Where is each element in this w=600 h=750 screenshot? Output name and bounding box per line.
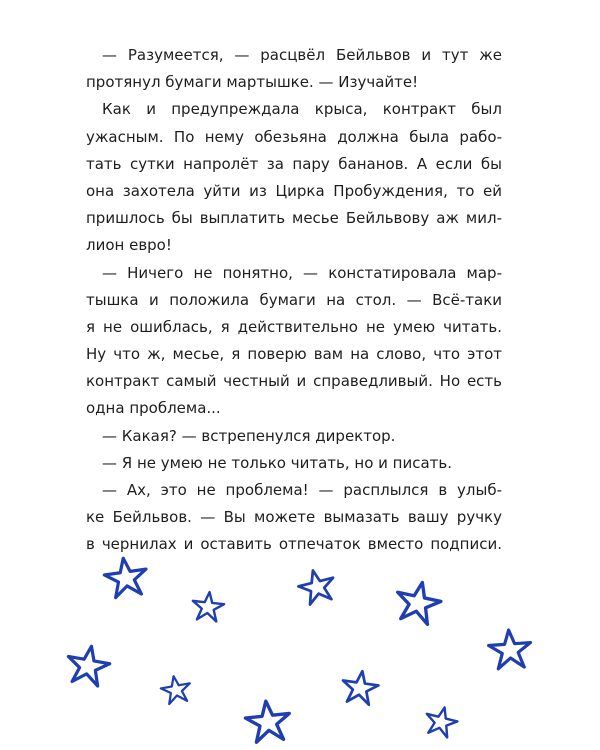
star-icon: [340, 669, 380, 706]
text-line: протянул бумаги мартышке. — Изучайте!: [86, 73, 419, 92]
text-line: в чернилах и оставить отпечаток вместо подписи.: [86, 535, 502, 554]
text-line: — Разумеется, — расцвёл Бейльвов и тут же: [102, 46, 502, 64]
star-icon: [244, 699, 292, 743]
star-icon: [64, 643, 112, 688]
text-line: тать сутки напролёт за пару бананов. А если бы: [86, 154, 502, 173]
text-line: контракт самый честный и справедливый. Но есть: [86, 372, 502, 391]
text-line: — Ничего не понятно, — констатировала мар-: [102, 263, 502, 282]
text-line: тышка и положила бумаги на стол. — Всё-таки: [86, 290, 502, 309]
stars-decoration: [0, 540, 600, 750]
text-line: Как и предупреждала крыса, контракт был: [102, 100, 502, 119]
text-line: — Я не умею не только читать, но и писать.: [102, 453, 452, 472]
text-line: пришлось бы выплатить месье Бейльвову аж мил-: [86, 209, 502, 228]
star-icon: [296, 566, 338, 606]
text-line: ужасным. По нему обезьяна должна была рабо-: [86, 127, 502, 146]
text-line: ке Бейльвов. — Вы можете вымазать вашу ручку: [86, 508, 502, 527]
star-icon: [191, 590, 225, 622]
text-line: она захотела уйти из Цирка Пробуждения, то ей: [86, 181, 502, 200]
text-line: я не ошиблась, я действительно не умею читать.: [86, 317, 502, 336]
star-icon: [102, 555, 149, 598]
star-icon: [422, 704, 459, 739]
star-icon: [159, 674, 193, 705]
text-line: одна проблема...: [86, 399, 221, 418]
paragraph-3: [86, 260, 502, 423]
text-line: Ну что ж, месье, я поверю вам на слово, что этот: [86, 345, 502, 364]
star-icon: [393, 578, 444, 626]
text-line: — Какая? — встрепенулся директор.: [102, 426, 396, 445]
paragraph-1: [86, 42, 502, 96]
paragraph-2: [86, 96, 502, 259]
text-line: лион евро!: [86, 236, 172, 255]
text-line: — Ах, это не проблема! — расплылся в улыб-: [102, 481, 502, 499]
story-text: [86, 42, 502, 559]
paragraph-5: [86, 450, 502, 477]
star-icon: [488, 629, 533, 670]
paragraph-4: [86, 423, 502, 450]
